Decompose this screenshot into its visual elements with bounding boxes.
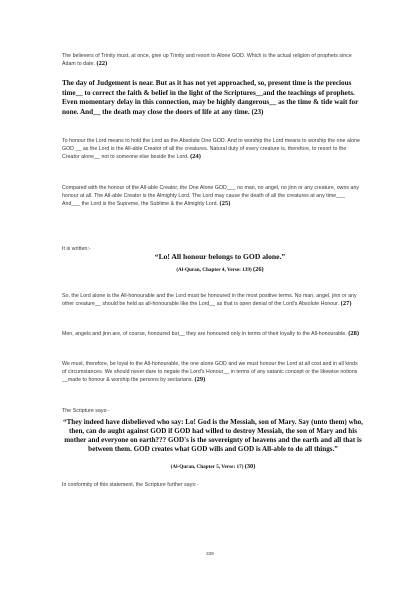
reference-text: (Al-Quran, Chapter 4, Verse: 139) bbox=[176, 267, 252, 273]
paragraph-all-able-creator bbox=[62, 184, 362, 209]
paragraph-honour-lord bbox=[62, 137, 362, 162]
quote-text: “Lo! All honour belongs to GOD alone.” bbox=[154, 252, 286, 261]
paragraph-text: The day of Judgement is near. But as it has not yet approached, so, present time is the precious time__ to correct the faith & belief in the light of the Scriptures__and the teachings of prophets. Even momentary delay in this connection, may be highly dangerous__ as the time & tide wait for none. And__ the death may close the doors of life at any time. bbox=[62, 79, 359, 116]
paragraph-text: We must, therefore, be loyal to the All-honourable, the one alone GOD and we must honour the Lord at all cost and in all kinds of circumstances. We should never dare to negate the Lord's Honour__ in terms of any satanic concept or the likewise notions __made to honour & worship the persons by sectarians. bbox=[62, 361, 358, 384]
note-number: (29) bbox=[194, 376, 206, 384]
note-number: (22) bbox=[96, 60, 108, 68]
quote-text: “They indeed have disbelieved who say: Lo! God is the Messiah, son of Mary. Say (unto them) who, then, can do aught against GOD if GOD had willed to destroy Messiah, the son of Mary and his mother and everyone on earth??? GOD's is the sovereignty of heavens and the earth and all that is between them. GOD creates what GOD wills and GOD is All-able to do all things.” bbox=[63, 418, 363, 454]
paragraph-text: The believers of Trinity must, at once, give up Trinity and resort to Alone GOD. Which is the actual religion of prophets since Adam to date. bbox=[62, 53, 352, 68]
paragraph-text: The Scripture says:- bbox=[62, 408, 110, 414]
reference-text: (Al-Quran, Chapter 5, Verse: 17) bbox=[170, 464, 244, 470]
paragraph-text: Compared with the honour of the All-able Creator, the One Alone GOD___ no man, no angel, no jinn or any creature, owns any honour at all. The All-able Creator is the Almighty Lord. The Lord may cause the death of all the creatures at any time___ And___ the Lord is the Supreme, the Sublime & the Almighty Lord. bbox=[62, 185, 360, 208]
paragraph-lord-alone bbox=[62, 292, 362, 308]
note-number: (23) bbox=[251, 107, 264, 116]
paragraph-scripture-says bbox=[62, 407, 362, 415]
quote-reference bbox=[62, 463, 364, 471]
paragraph-text: So, the Lord alone is the All-honourable and the Lord must be honoured in the most positive terms. No man, angel, jinn or any other creature__ should be held as all-honourable like the Lord__ as that is open denial of the Lord's Absolute Honour. bbox=[62, 293, 357, 308]
note-number: (27) bbox=[340, 300, 352, 308]
quote-all-honour bbox=[80, 252, 360, 262]
paragraph-text: In conformity of this statement, the Scripture further says:- bbox=[62, 482, 199, 488]
note-number: (26) bbox=[253, 266, 264, 273]
paragraph-text: To honour the Lord means to hold the Lord as the Absolute One GOD. And to worship the Lord means to worship the one alone GOD __ as the Lord is the All-able Creator of all the creatures. Natural duty of every creature is, therefore, to resort to the Creator alone__ not to someone else beside the Lord. bbox=[62, 138, 360, 161]
paragraph-text: It is written:- bbox=[62, 246, 91, 252]
note-number: (24) bbox=[190, 153, 201, 161]
paragraph-judgement-day bbox=[62, 79, 362, 117]
page-number: 339 bbox=[206, 551, 214, 556]
note-number: (30) bbox=[244, 463, 256, 470]
paragraph-conformity bbox=[62, 481, 362, 489]
paragraph-men-angels-jinn bbox=[62, 330, 362, 338]
paragraph-trinity bbox=[62, 52, 362, 68]
paragraph-be-loyal bbox=[62, 360, 362, 385]
paragraph-text: Men, angels and jinn are, of course, honoured but__ they are honoured only in terms of their loyalty to the All-honourable. bbox=[62, 331, 347, 337]
note-number: (25) bbox=[219, 200, 231, 208]
quote-reference bbox=[80, 266, 360, 274]
quote-messiah bbox=[62, 418, 364, 454]
note-number: (28) bbox=[348, 330, 360, 337]
